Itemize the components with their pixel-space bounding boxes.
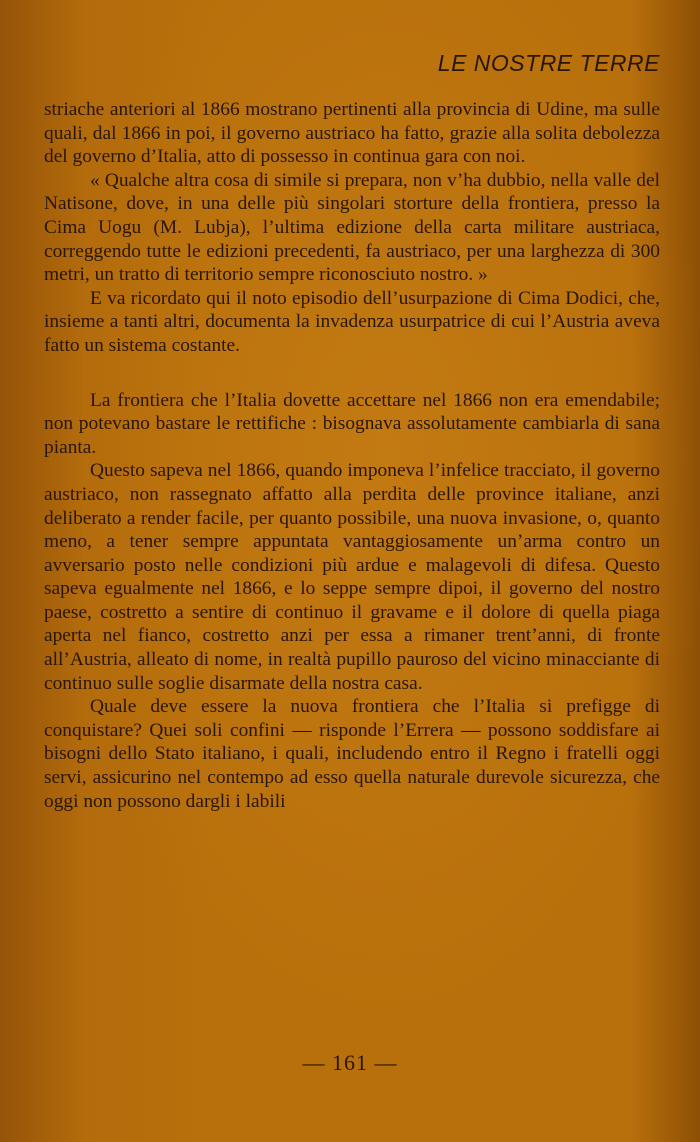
paragraph-quotation: « Qualche altra cosa di simile si prepara, non v’ha dubbio, nella valle del Natisone, dove, in una delle più singolari storture della frontiera, presso la Cima Uogu (M. Lubja), l’ultima edizione della carta militare austriaca, correggendo tutte le edizioni precedenti, fa austriaco, per una larghezza di 300 metri, un tratto di territorio sempre riconosciuto nostro. »: [44, 169, 660, 286]
paragraph-new-frontier: Quale deve essere la nuova frontiera che l’Italia si prefigge di conquistare? Quei soli confini — risponde l’Errera — possono soddisfare ai bisogni dello Stato italiano, i quali, includendo entro il Regno i fratelli oggi servi, assicurino nel contempo ad esso quella naturale durevole sicurezza, che oggi non possono dargli i labili: [44, 696, 660, 812]
paragraph-continuation: striache anteriori al 1866 mostrano pertinenti alla provincia di Udine, ma sulle quali, dal 1866 in poi, il governo austriaco ha fatto, grazie alla solita debolezza del governo d’Italia, atto di possesso in continua gara con noi.: [44, 99, 660, 168]
body-text: [44, 98, 660, 813]
page-number: — 161 —: [302, 1050, 398, 1075]
paragraph-cima-dodici: E va ricordato qui il noto episodio dell’usurpazione di Cima Dodici, che, insieme a tanti altri, documenta la invadenza usurpatrice di cui l’Austria aveva fatto un sistema costante.: [44, 287, 660, 356]
paragraph-frontier-1866: La frontiera che l’Italia dovette accettare nel 1866 non era emendabile; non potevano bastare le rettifiche : bisognava assolutamente cambiarla di sana pianta.: [44, 389, 660, 458]
paragraph-austrian-government: Questo sapeva nel 1866, quando imponeva l’infelice tracciato, il governo austriaco, non rassegnato affatto alla perdita delle province italiane, anzi deliberato a render facile, per quanto possibile, una nuova invasione, o, quanto meno, a tener sempre appuntata vantaggiosamente un’arma contro un avversario posto nelle condizioni più ardue e malagevoli di difesa. Questo sapeva egualmente nel 1866, e lo seppe sempre dipoi, il governo del nostro paese, costretto a sentire di continuo il gravame e il dolore di quella piaga aperta nel fianco, costretto anzi per essa a rimaner trent’anni, di fronte all’Austria, alleato di nome, in realtà pupillo pauroso del vicino minacciante di continuo sulle soglie disarmate della nostra casa.: [44, 460, 660, 694]
running-head: LE NOSTRE TERRE: [437, 50, 660, 76]
section-break: [44, 358, 660, 389]
